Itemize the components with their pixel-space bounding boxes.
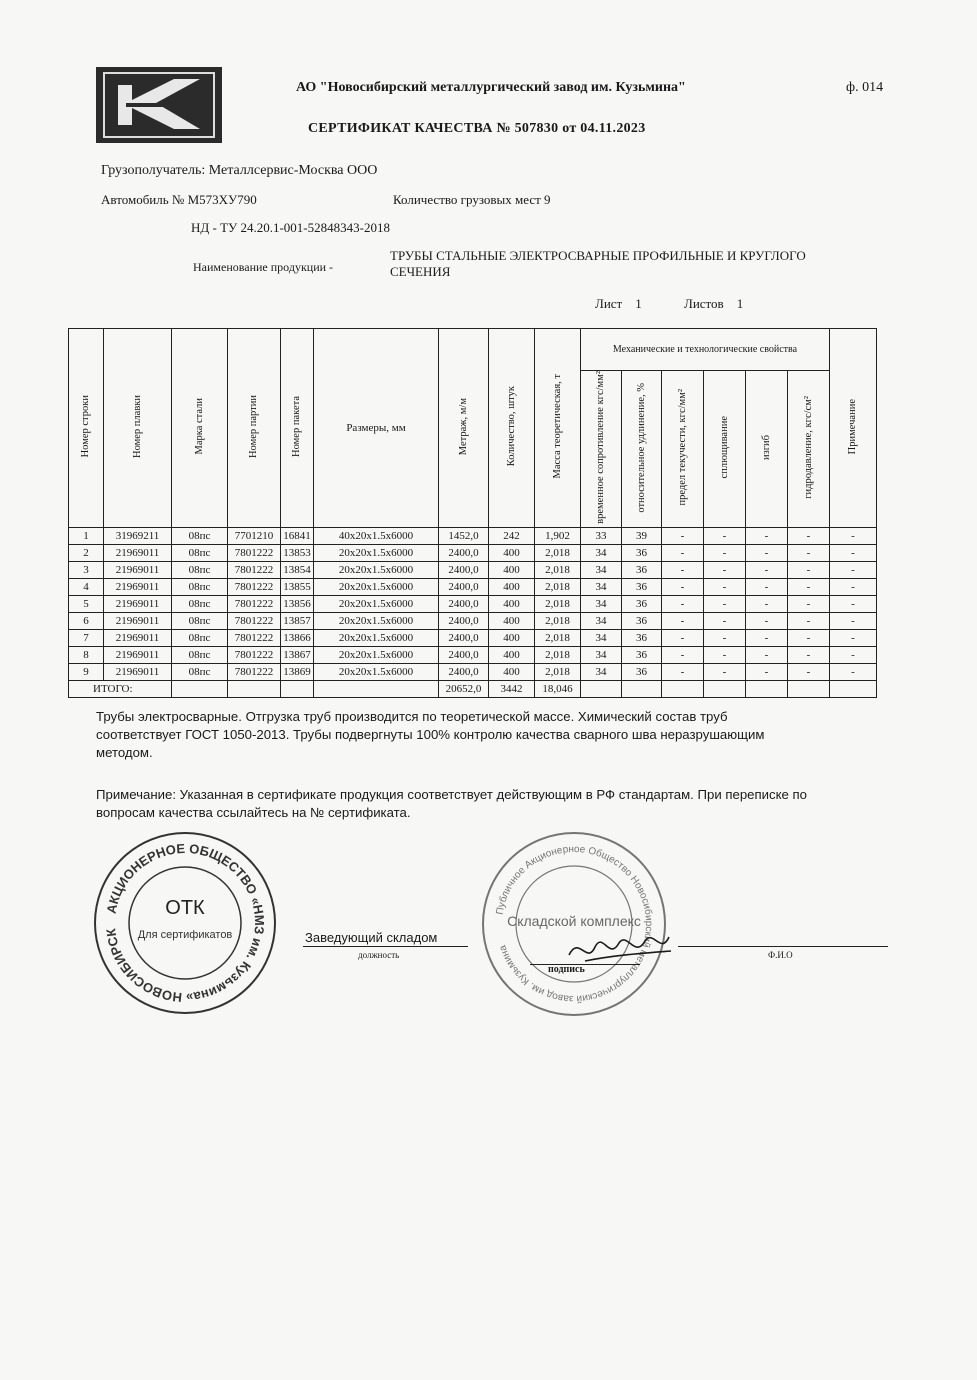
- row-number: 2: [69, 544, 104, 561]
- note: -: [830, 595, 877, 612]
- elongation: 36: [622, 646, 662, 663]
- note: -: [830, 578, 877, 595]
- batch-number: 7801222: [228, 561, 281, 578]
- size: 20х20х1.5х6000: [314, 646, 439, 663]
- tensile-strength: 34: [581, 663, 622, 680]
- hydro-pressure: -: [788, 629, 830, 646]
- quantity: 400: [489, 578, 535, 595]
- note: -: [830, 612, 877, 629]
- package-number: 16841: [281, 527, 314, 544]
- tensile-strength: 34: [581, 629, 622, 646]
- flattening: -: [704, 527, 746, 544]
- signer-position: Заведующий складом: [305, 930, 438, 945]
- signature-line: [530, 964, 640, 965]
- package-number: 13857: [281, 612, 314, 629]
- row-number: 1: [69, 527, 104, 544]
- vehicle: [101, 192, 257, 208]
- col-bending: изгиб: [746, 371, 788, 528]
- package-number: 13867: [281, 646, 314, 663]
- yield-strength: -: [662, 629, 704, 646]
- heat-number: 21969011: [104, 561, 172, 578]
- heat-number: 21969011: [104, 629, 172, 646]
- position-line: [303, 946, 468, 947]
- note: -: [830, 561, 877, 578]
- package-number: 13866: [281, 629, 314, 646]
- meters: 2400,0: [439, 629, 489, 646]
- package-number: 13869: [281, 663, 314, 680]
- col-elongation: относительное удлинение, %: [622, 371, 662, 528]
- row-number: 3: [69, 561, 104, 578]
- mass: 2,018: [535, 612, 581, 629]
- quantity: 242: [489, 527, 535, 544]
- tensile-strength: 34: [581, 612, 622, 629]
- qc-stamp-ring-text: АКЦИОНЕРНОЕ ОБЩЕСТВО «НМЗ им. Кузьмина» НОВОСИБИРСК: [103, 840, 268, 1006]
- normative-document: НД - ТУ 24.20.1-001-52848343-2018: [191, 220, 390, 235]
- hydro-pressure: -: [788, 561, 830, 578]
- bending: -: [746, 629, 788, 646]
- yield-strength: -: [662, 527, 704, 544]
- form-number: ф. 014: [846, 80, 884, 95]
- product-label: Наименование продукции -: [193, 260, 334, 274]
- meters: 2400,0: [439, 561, 489, 578]
- meters: 1452,0: [439, 527, 489, 544]
- tensile-strength: 34: [581, 646, 622, 663]
- meters: 2400,0: [439, 612, 489, 629]
- quantity: 400: [489, 561, 535, 578]
- bending: -: [746, 663, 788, 680]
- product-value: ТРУБЫ СТАЛЬНЫЕ ЭЛЕКТРОСВАРНЫЕ ПРОФИЛЬНЫЕ И КРУГЛОГО СЕЧЕНИЯ: [390, 248, 806, 279]
- batch-number: 7801222: [228, 544, 281, 561]
- hydro-pressure: -: [788, 544, 830, 561]
- package-number: 13856: [281, 595, 314, 612]
- batch-number: 7801222: [228, 578, 281, 595]
- package-number: 13855: [281, 578, 314, 595]
- quantity: 400: [489, 595, 535, 612]
- mass: 1,902: [535, 527, 581, 544]
- col-batch-no: Номер партии: [228, 329, 281, 528]
- elongation: 36: [622, 663, 662, 680]
- yield-strength: -: [662, 544, 704, 561]
- col-heat-no: Номер плавки: [104, 329, 172, 528]
- table-row: [69, 646, 877, 663]
- quantity: 400: [489, 629, 535, 646]
- elongation: 36: [622, 595, 662, 612]
- consignee: [101, 163, 377, 179]
- size: 20х20х1.5х6000: [314, 663, 439, 680]
- size: 20х20х1.5х6000: [314, 561, 439, 578]
- sheets-label: Листов: [684, 296, 724, 311]
- mass: 2,018: [535, 561, 581, 578]
- batch-number: 7801222: [228, 663, 281, 680]
- flattening: -: [704, 612, 746, 629]
- bending: -: [746, 646, 788, 663]
- yield-strength: -: [662, 578, 704, 595]
- elongation: 36: [622, 612, 662, 629]
- yield-strength: -: [662, 612, 704, 629]
- steel-grade: 08пс: [172, 646, 228, 663]
- steel-grade: 08пс: [172, 578, 228, 595]
- steel-grade: 08пс: [172, 663, 228, 680]
- cargo-places: [393, 192, 551, 208]
- steel-grade: 08пс: [172, 544, 228, 561]
- name-caption: Ф.И.О: [768, 950, 793, 960]
- table-row: [69, 561, 877, 578]
- shipping-note: Трубы электросварные. Отгрузка труб производится по теоретической массе. Химический состав труб соответствует ГОСТ 1050-2013. Трубы подвергнуты 100% контролю качества сварного шва неразрушающим методом.: [96, 709, 765, 760]
- col-tensile: временное сопротивление кгс/мм²: [581, 371, 622, 528]
- sheets-total: [684, 296, 743, 312]
- table-row: [69, 595, 877, 612]
- row-number: 9: [69, 663, 104, 680]
- steel-grade: 08пс: [172, 561, 228, 578]
- batch-number: 7801222: [228, 629, 281, 646]
- tensile-strength: 33: [581, 527, 622, 544]
- sheet-label: Лист: [595, 296, 623, 311]
- meters: 2400,0: [439, 646, 489, 663]
- size: 20х20х1.5х6000: [314, 544, 439, 561]
- hydro-pressure: -: [788, 663, 830, 680]
- batch-number: 7701210: [228, 527, 281, 544]
- signature-caption: подпись: [548, 964, 585, 975]
- col-meters: Метраж, м/м: [439, 329, 489, 528]
- qc-stamp-center: ОТК: [165, 897, 205, 919]
- warehouse-stamp-ring-text: Публичное Акционерное Общество Новосибирский металлургический завод им. Кузьмина: [494, 843, 655, 1005]
- bending: -: [746, 578, 788, 595]
- hydro-pressure: -: [788, 612, 830, 629]
- elongation: 36: [622, 544, 662, 561]
- mass: 2,018: [535, 629, 581, 646]
- col-package-no: Номер пакета: [281, 329, 314, 528]
- col-hydro: гидродавление, кгс/см²: [788, 371, 830, 528]
- heat-number: 21969011: [104, 612, 172, 629]
- meters: 2400,0: [439, 578, 489, 595]
- quantity: 400: [489, 646, 535, 663]
- flattening: -: [704, 629, 746, 646]
- col-yield: предел текучести, кгс/мм²: [662, 371, 704, 528]
- tensile-strength: 34: [581, 595, 622, 612]
- yield-strength: -: [662, 663, 704, 680]
- col-steel-grade: Марка стали: [172, 329, 228, 528]
- col-flattening: сплющивание: [704, 371, 746, 528]
- hydro-pressure: -: [788, 578, 830, 595]
- hydro-pressure: -: [788, 527, 830, 544]
- note: -: [830, 544, 877, 561]
- col-mech-group: Механические и технологические свойства: [581, 329, 830, 371]
- steel-grade: 08пс: [172, 527, 228, 544]
- table-row: [69, 578, 877, 595]
- total-qty: 3442: [489, 680, 535, 697]
- table-row: [69, 527, 877, 544]
- table-row: [69, 612, 877, 629]
- total-meters: 20652,0: [439, 680, 489, 697]
- heat-number: 21969011: [104, 663, 172, 680]
- sheet-value: 1: [635, 296, 642, 311]
- note: -: [830, 629, 877, 646]
- yield-strength: -: [662, 646, 704, 663]
- steel-grade: 08пс: [172, 629, 228, 646]
- company-logo: [96, 67, 222, 143]
- mass: 2,018: [535, 646, 581, 663]
- package-number: 13853: [281, 544, 314, 561]
- places-label: Количество грузовых мест: [393, 192, 541, 207]
- heat-number: 21969011: [104, 578, 172, 595]
- bending: -: [746, 527, 788, 544]
- qc-stamp-sub: Для сертификатов: [137, 929, 233, 941]
- col-mass: Масса теоретическая, т: [535, 329, 581, 528]
- vehicle-value: М573ХУ790: [187, 192, 257, 207]
- total-row: [69, 680, 877, 697]
- elongation: 39: [622, 527, 662, 544]
- position-caption: должность: [358, 950, 400, 960]
- flattening: -: [704, 595, 746, 612]
- places-value: 9: [544, 192, 551, 207]
- warehouse-stamp: [482, 832, 666, 1016]
- note: -: [830, 663, 877, 680]
- hydro-pressure: -: [788, 646, 830, 663]
- sheets-value: 1: [736, 296, 744, 311]
- yield-strength: -: [662, 561, 704, 578]
- meters: 2400,0: [439, 544, 489, 561]
- row-number: 7: [69, 629, 104, 646]
- table-row: [69, 629, 877, 646]
- warehouse-stamp-center: Складской комплекс: [507, 913, 641, 929]
- row-number: 6: [69, 612, 104, 629]
- quantity: 400: [489, 612, 535, 629]
- company-name: АО "Новосибирский металлургический завод им. Кузьмина": [296, 80, 686, 95]
- flattening: -: [704, 561, 746, 578]
- col-quantity: Количество, штук: [489, 329, 535, 528]
- heat-number: 21969011: [104, 595, 172, 612]
- batch-number: 7801222: [228, 612, 281, 629]
- flattening: -: [704, 544, 746, 561]
- tensile-strength: 34: [581, 578, 622, 595]
- size: 20х20х1.5х6000: [314, 595, 439, 612]
- batch-number: 7801222: [228, 595, 281, 612]
- mass: 2,018: [535, 578, 581, 595]
- elongation: 36: [622, 561, 662, 578]
- row-number: 4: [69, 578, 104, 595]
- col-sizes: Размеры, мм: [314, 329, 439, 528]
- heat-number: 31969211: [104, 527, 172, 544]
- flattening: -: [704, 663, 746, 680]
- meters: 2400,0: [439, 595, 489, 612]
- elongation: 36: [622, 578, 662, 595]
- consignee-value: Металлсервис-Москва ООО: [208, 163, 378, 178]
- bending: -: [746, 612, 788, 629]
- size: 40х20х1.5х6000: [314, 527, 439, 544]
- remark-note: Примечание: Указанная в сертификате продукция соответствует действующим в РФ стандартам. При переписке по вопросам качества ссылайтесь на № сертификата.: [96, 787, 807, 820]
- row-number: 8: [69, 646, 104, 663]
- quantity: 400: [489, 663, 535, 680]
- name-line: [678, 946, 888, 947]
- mass: 2,018: [535, 544, 581, 561]
- steel-grade: 08пс: [172, 595, 228, 612]
- note: -: [830, 527, 877, 544]
- batch-number: 7801222: [228, 646, 281, 663]
- vehicle-label: Автомобиль №: [101, 192, 185, 207]
- qc-stamp: [94, 832, 276, 1014]
- table-row: [69, 544, 877, 561]
- yield-strength: -: [662, 595, 704, 612]
- certificate-table: [68, 328, 877, 698]
- quantity: 400: [489, 544, 535, 561]
- size: 20х20х1.5х6000: [314, 629, 439, 646]
- note: -: [830, 646, 877, 663]
- mass: 2,018: [535, 595, 581, 612]
- bending: -: [746, 544, 788, 561]
- bending: -: [746, 561, 788, 578]
- consignee-label: Грузополучатель:: [101, 163, 206, 178]
- elongation: 36: [622, 629, 662, 646]
- tensile-strength: 34: [581, 561, 622, 578]
- tensile-strength: 34: [581, 544, 622, 561]
- package-number: 13854: [281, 561, 314, 578]
- bending: -: [746, 595, 788, 612]
- steel-grade: 08пс: [172, 612, 228, 629]
- heat-number: 21969011: [104, 646, 172, 663]
- col-row-no: Номер строки: [69, 329, 104, 528]
- hydro-pressure: -: [788, 595, 830, 612]
- row-number: 5: [69, 595, 104, 612]
- flattening: -: [704, 646, 746, 663]
- certificate-title: СЕРТИФИКАТ КАЧЕСТВА № 507830 от 04.11.2023: [308, 121, 646, 136]
- heat-number: 21969011: [104, 544, 172, 561]
- sheet: [595, 296, 642, 312]
- mass: 2,018: [535, 663, 581, 680]
- total-label: ИТОГО:: [69, 680, 172, 697]
- meters: 2400,0: [439, 663, 489, 680]
- flattening: -: [704, 578, 746, 595]
- col-note: Примечание: [830, 329, 877, 528]
- size: 20х20х1.5х6000: [314, 578, 439, 595]
- size: 20х20х1.5х6000: [314, 612, 439, 629]
- table-row: [69, 663, 877, 680]
- total-mass: 18,046: [535, 680, 581, 697]
